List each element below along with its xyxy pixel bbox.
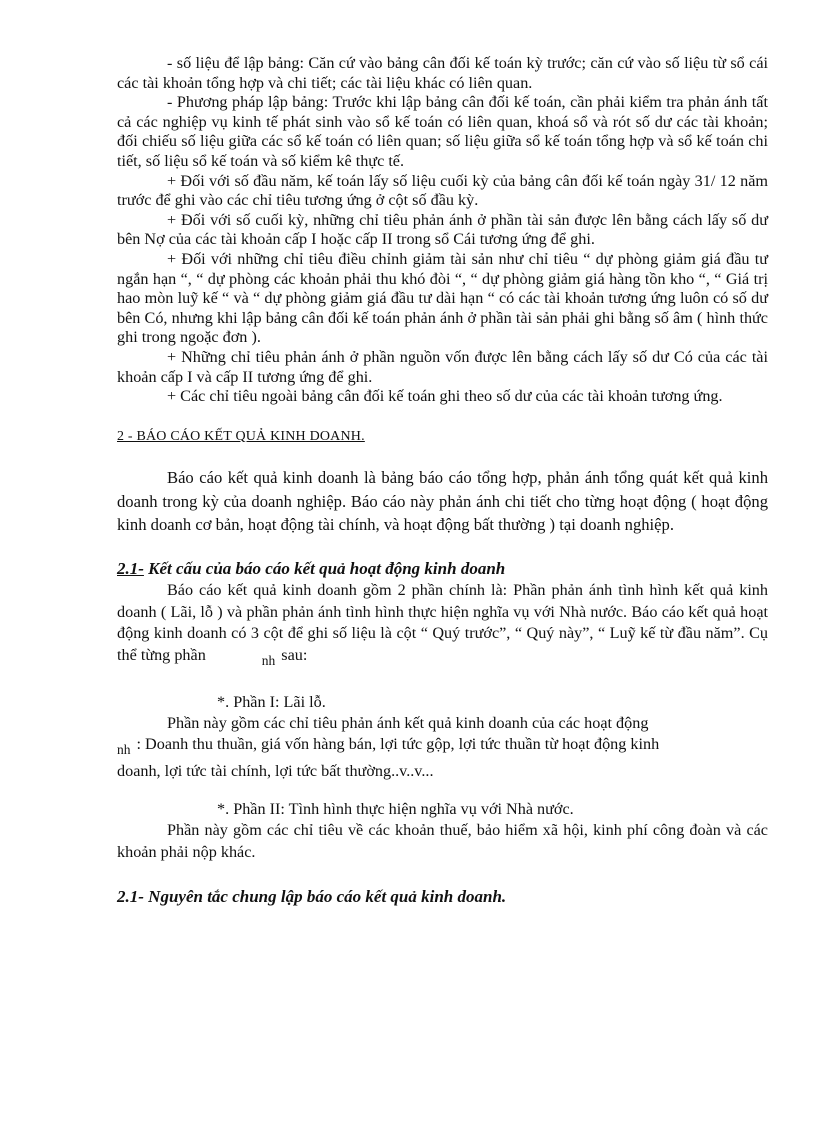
part-one-title: *. Phần I: Lãi lỗ.	[217, 693, 326, 712]
part-one-text-a: Phần này gồm các chỉ tiêu phản ánh kết quả kinh doanh của các hoạt động	[167, 713, 649, 732]
paragraph-asset-adjustments: + Đối với những chỉ tiêu điều chỉnh giảm tài sản như chỉ tiêu “ dự phòng giảm giá đầu tư ngắn hạn “, “ dự phòng các khoản phải thu khó đòi “, “ dự phòng giảm giá hàng tồn kho “, “ Giá trị hao mòn luỹ kế “ và “ dự phòng giảm giá đầu tư dài hạn “ có các tài khoản tương ứng luôn có số dư bên Có, nhưng khi lập bảng cân đối kế toán phản ánh ở phần tài sản phải ghi bằng số âm ( hình thức ghi trong ngoặc đơn ).	[117, 249, 768, 347]
structure-text: Báo cáo kết quả kinh doanh gồm 2 phần chính là: Phần phản ánh tình hình kết quả kinh doanh ( Lãi, lỗ ) và phần phản ánh tình hình thực hiện nghĩa vụ với Nhà nước. Báo cáo kết quả hoạt động kinh doanh có 3 cột để ghi số liệu là cột “ Quý trước”, “ Quý này”, “ Luỹ kế từ đầu năm”. Cụ thể từng phần	[117, 581, 768, 664]
section-heading-principles	[117, 887, 768, 907]
paragraph-opening-balance: + Đối với số đầu năm, kế toán lấy số liệu cuối kỳ của bảng cân đối kế toán ngày 31/ 12 năm trước để ghi vào các chỉ tiêu tương ứng ở cột số đầu kỳ.	[117, 171, 768, 210]
part-one-para	[117, 713, 768, 735]
section-title-b: Nguyên tắc chung lập báo cáo kết quả kinh doanh.	[143, 887, 507, 907]
paragraph-report-intro: Báo cáo kết quả kinh doanh là bảng báo cáo tổng hợp, phản ánh tổng quát kết quả kinh doanh trong kỳ của doanh nghiệp. Báo cáo này phản ánh chi tiết cho từng hoạt động ( hoạt động kinh doanh cơ bản, hoạt động tài chính, và hoạt động bất thường ) tại doanh nghiệp.	[117, 468, 768, 535]
section-heading-structure	[117, 559, 768, 579]
paragraph-structure	[117, 580, 768, 671]
stray-fragment-2: nh	[117, 742, 131, 758]
paragraph-capital-sources: + Những chỉ tiêu phản ánh ở phần nguồn vốn được lên bằng cách lấy số dư Có của các tài khoản cấp I và cấp II tương ứng để ghi.	[117, 347, 768, 386]
section-number: 2.1-	[117, 558, 144, 578]
paragraph-off-balance: + Các chỉ tiêu ngoài bảng cân đối kế toán ghi theo số dư của các tài khoản tương ứng.	[167, 387, 723, 406]
part-one-para-end: doanh, lợi tức tài chính, lợi tức bất thường..v..v...	[117, 761, 434, 780]
part-two-title: *. Phần II: Tình hình thực hiện nghĩa vụ với Nhà nước.	[217, 800, 574, 819]
part-two-para: Phần này gồm các chỉ tiêu về các khoản thuế, bảo hiểm xã hội, kinh phí công đoàn và các khoản phải nộp khác.	[117, 821, 768, 861]
part-one-text-b: : Doanh thu thuần, giá vốn hàng bán, lợi tức gộp, lợi tức thuần từ hoạt động kinh	[136, 735, 660, 754]
heading-business-results-report: 2 - BÁO CÁO KẾT QUẢ KINH DOANH.	[117, 428, 365, 444]
section-title: Kết cấu của báo cáo kết quả hoạt động kinh doanh	[143, 558, 506, 578]
part-one-para-cont	[117, 734, 768, 761]
paragraph-method: - Phương pháp lập bảng: Trước khi lập bảng cân đối kế toán, cần phải kiểm tra phản ánh tất cả các nghiệp vụ kinh tế phát sinh vào sổ kế toán có liên quan, khoá sổ và rót số dư các tài khoản; đối chiếu số liệu giữa các sổ kế toán có liên quan; số liệu giữa sổ kế toán tổng hợp và sổ kế toán chi tiết, số liệu sổ kế toán và số kiểm kê thực tế.	[117, 93, 768, 170]
paragraph-closing-balance: + Đối với số cuối kỳ, những chỉ tiêu phản ánh ở phần tài sản được lên bằng cách lấy số dư bên Nợ của các tài khoản cấp I hoặc cấp II trong sổ Cái tương ứng để ghi.	[117, 210, 768, 249]
stray-fragment: nh	[261, 652, 276, 668]
section-number-b: 2.1-	[117, 887, 144, 907]
paragraph-data-source: - số liệu để lập bảng: Căn cứ vào bảng cân đối kế toán kỳ trước; căn cứ vào số liệu từ sổ cái các tài khoản tổng hợp và chi tiết; các tài liệu khác có liên quan.	[117, 54, 768, 92]
document-page	[117, 54, 768, 909]
structure-tail: sau:	[281, 645, 308, 664]
